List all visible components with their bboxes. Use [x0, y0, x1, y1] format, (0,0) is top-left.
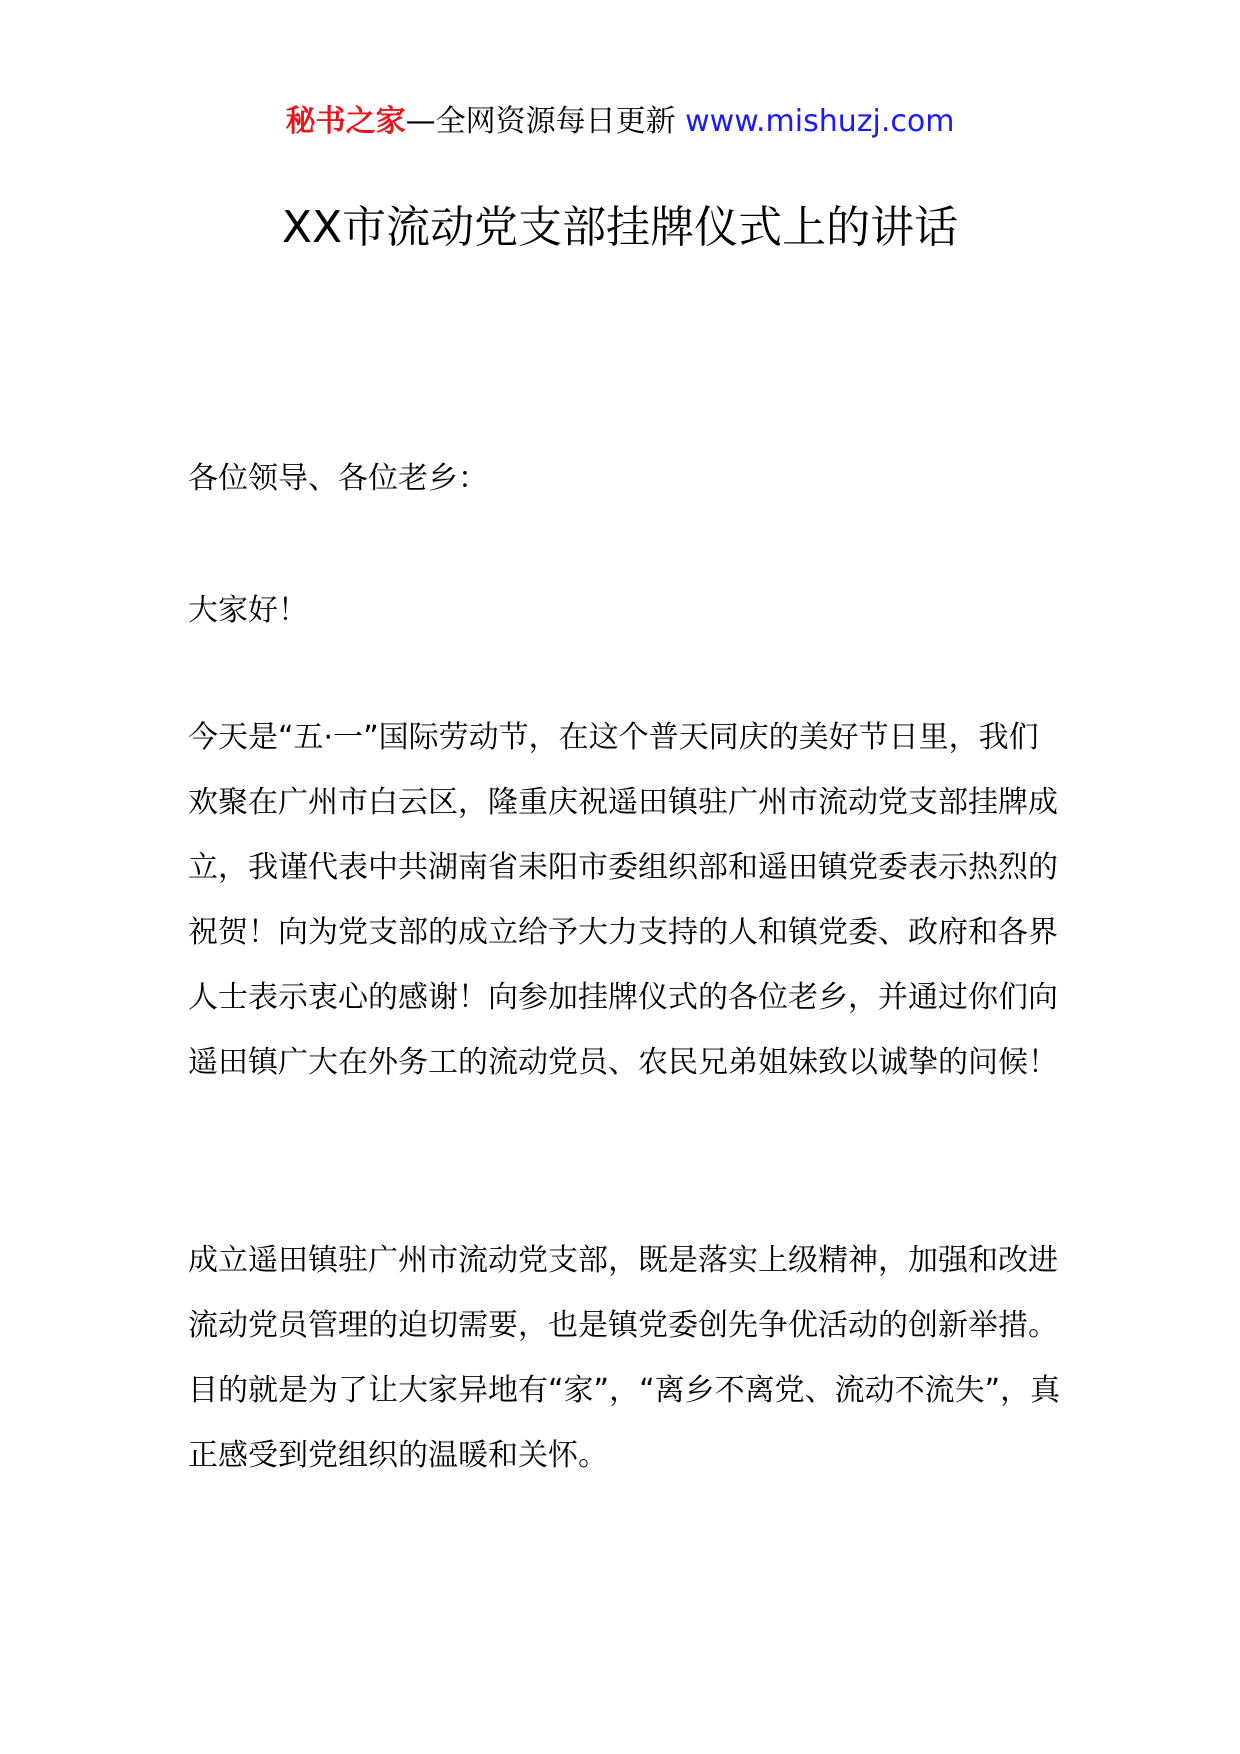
document-title: XX市流动党支部挂牌仪式上的讲话 [281, 202, 959, 253]
body-paragraph: 成立遥田镇驻广州市流动党支部，既是落实上级精神，加强和改进流动党员管理的迫切需要，也是镇党委创先争优活动的创新举措。目的就是为了让大家异地有“家”，“离乡不离党、流动不流失”，真正感受到党组织的温暖和关怀。 [188, 1243, 1061, 1473]
site-url-link[interactable]: www.mishuzj.com [685, 104, 955, 139]
salutation: 各位领导、各位老乡： [188, 461, 488, 496]
site-tagline: —全网资源每日更新 [405, 104, 686, 139]
body-paragraph: 今天是“五·一”国际劳动节，在这个普天同庆的美好节日里，我们欢聚在广州市白云区，隆重庆祝遥田镇驻广州市流动党支部挂牌成立，我谨代表中共湖南省耒阳市委组织部和遥田镇党委表示热烈的祝贺！向为党支部的成立给予大力支持的人和镇党委、政府和各界人士表示衷心的感谢！向参加挂牌仪式的各位老乡，并通过你们向遥田镇广大在外务工的流动党员、农民兄弟姐妹致以诚挚的问候！ [188, 720, 1058, 1080]
site-header [0, 100, 1240, 144]
greeting: 大家好！ [188, 593, 308, 628]
site-brand: 秘书之家 [285, 104, 406, 139]
